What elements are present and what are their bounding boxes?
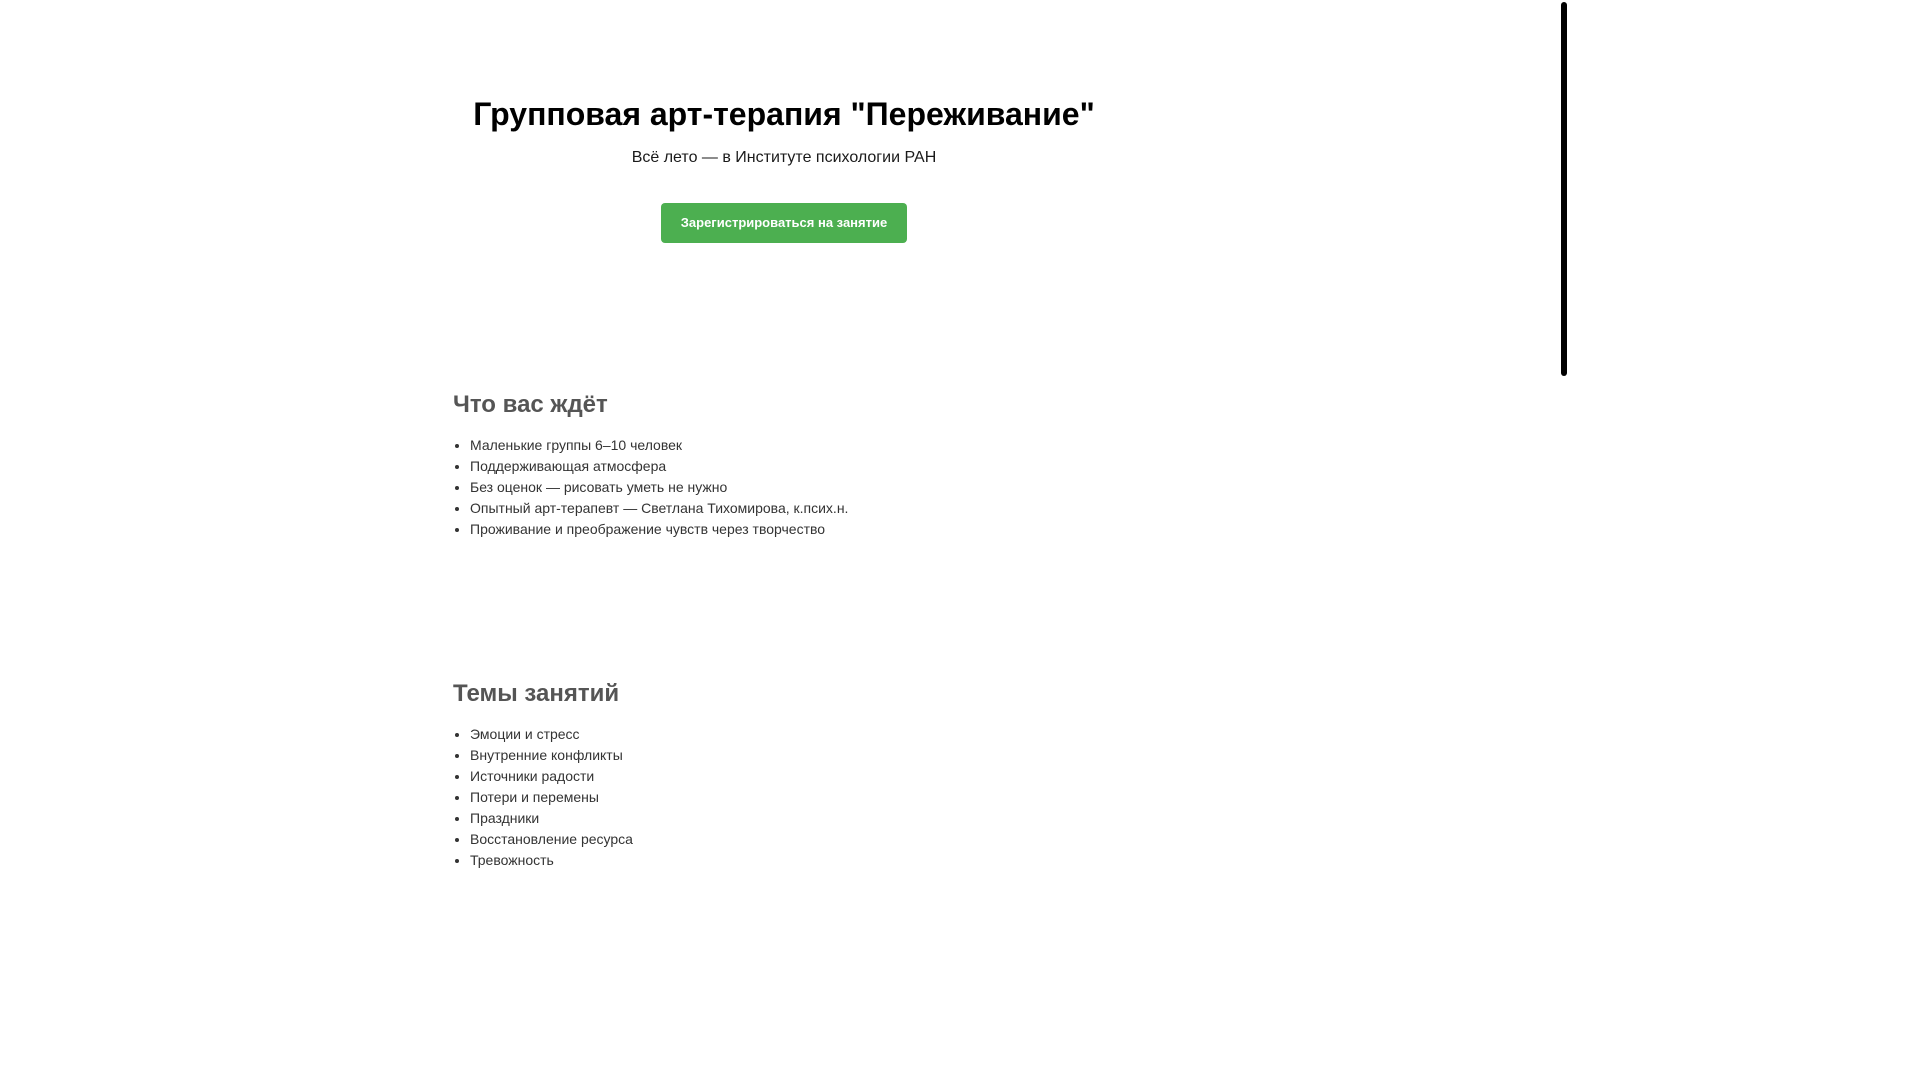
vertical-scrollbar[interactable] [1560, 0, 1568, 882]
page-title: Групповая арт-терапия "Переживание" [473, 96, 1095, 132]
list-item: • Проживание и преображение чувств через творчество [470, 519, 1113, 540]
section-topics [453, 678, 1113, 871]
list-item: • Праздники [470, 808, 1113, 829]
register-button[interactable]: Зарегистрироваться на занятие [661, 203, 907, 243]
list-item: • Потери и перемены [470, 787, 1113, 808]
hero [0, 0, 1568, 243]
list-item: • Тревожность [470, 850, 1113, 871]
section-what-awaits [453, 389, 1113, 540]
list-item: • Поддерживающая атмосфера [470, 456, 1113, 477]
list-item: • Источники радости [470, 766, 1113, 787]
topics-list [453, 724, 1113, 871]
list-item: • Без оценок — рисовать уметь не нужно [470, 477, 1113, 498]
feature-list [453, 435, 1113, 540]
page-subtitle: Всё лето — в Институте психологии РАН [631, 149, 937, 166]
list-item: • Эмоции и стресс [470, 724, 1113, 745]
scrollbar-thumb[interactable] [1561, 2, 1567, 376]
list-item: • Внутренние конфликты [470, 745, 1113, 766]
section-heading: Что вас ждёт [453, 391, 608, 418]
list-item: • Восстановление ресурса [470, 829, 1113, 850]
section-heading: Темы занятий [453, 680, 620, 707]
list-item: • Опытный арт-терапевт — Светлана Тихомирова, к.псих.н. [470, 498, 1113, 519]
list-item: • Маленькие группы 6–10 человек [470, 435, 1113, 456]
